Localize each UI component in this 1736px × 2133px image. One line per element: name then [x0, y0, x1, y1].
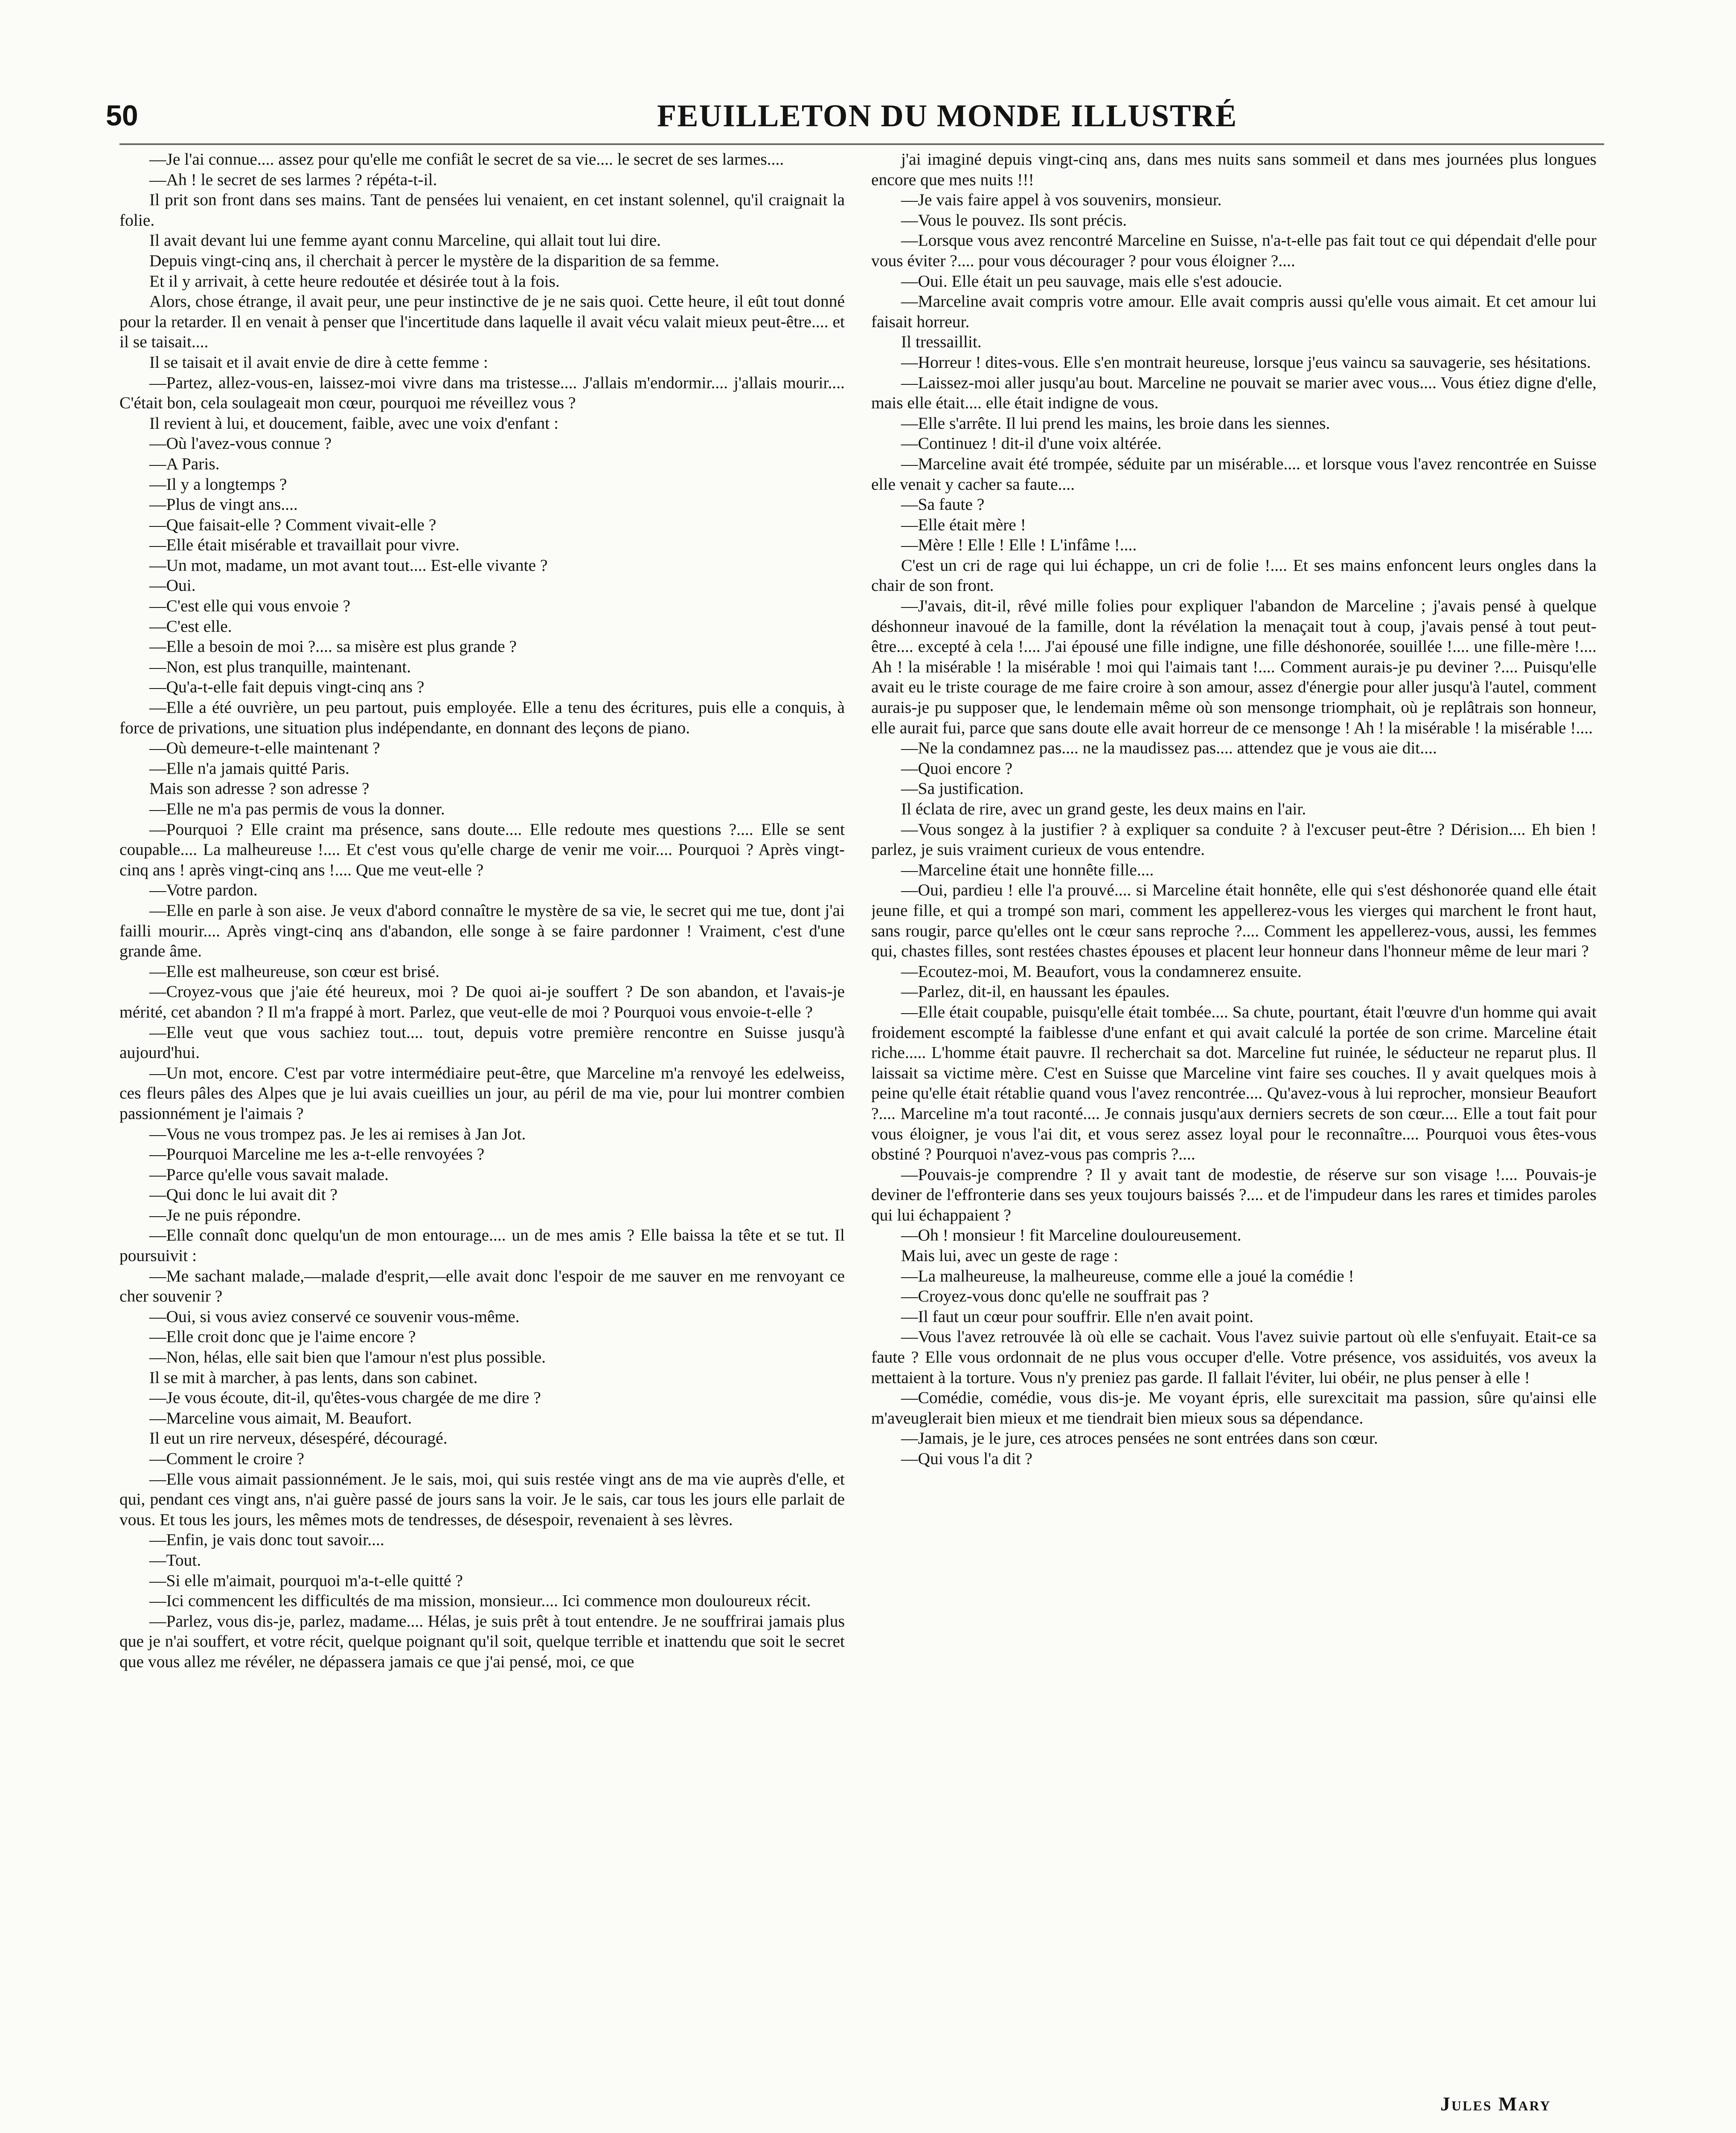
paragraph: —Ne la condamnez pas.... ne la maudissez pas.... attendez que je vous aie dit.... — [901, 738, 1437, 758]
paragraph: —Ecoutez-moi, M. Beaufort, vous la condamnerez ensuite. — [901, 962, 1302, 981]
paragraph: —Comment le croire ? — [149, 1449, 305, 1468]
paragraph: —J'avais, dit-il, rêvé mille folies pour expliquer l'abandon de Marceline ; j'avais pensé à quelque déshonneur inavoué de la famille, dont la révélation la menaçait tout à coup, j'avais pensé à tout peut-être.... excepté à cela !.... J'ai épousé une fille indigne, une fille déshonorée, souillée !.... une fille-mère !.... Ah ! la misérable ! la misérable ! moi qui l'aimais tant !.... Comment aurais-je pu deviner ?.... Puisqu'elle avait eu le triste courage de me faire croire à son amour, assez d'énergie pour aller jusqu'à l'autel, comment aurais-je pu supposer que, le lendemain même où son mensonge triomphait, où je replâtrais son honneur, elle aurait fui, parce que sans doute elle avait horreur de ce mensonge ! Ah ! la misérable ! la misérable !.... — [871, 596, 1596, 737]
paragraph: —Elle a été ouvrière, un peu partout, puis employée. Elle a tenu des écritures, puis elle a conquis, à force de privations, une situation plus indépendante, en donnant des leçons de piano. — [119, 698, 845, 737]
paragraph: C'est un cri de rage qui lui échappe, un cri de folie !.... Et ses mains enfoncent leurs ongles dans la chair de son front. — [871, 555, 1596, 595]
paragraph: Il avait devant lui une femme ayant connu Marceline, qui allait tout lui dire. — [149, 231, 661, 250]
paragraph: —Elle a besoin de moi ?.... sa misère est plus grande ? — [149, 637, 517, 656]
paragraph: —Il y a longtemps ? — [149, 474, 287, 494]
paragraph: —Elle s'arrête. Il lui prend les mains, les broie dans les siennes. — [901, 413, 1330, 433]
paragraph: —Non, hélas, elle sait bien que l'amour n'est plus possible. — [149, 1348, 546, 1367]
paragraph: —Pouvais-je comprendre ? Il y avait tant de modestie, de réserve sur son visage !.... Pouvais-je deviner de l'effronterie dans ses yeux toujours baissés ?.... et de l'impudeur dans les rares et timides paroles qui lui échappaient ? — [871, 1165, 1596, 1224]
paragraph: —Marceline vous aimait, M. Beaufort. — [149, 1408, 412, 1427]
paragraph: —Sa faute ? — [901, 495, 985, 514]
paragraph: Il prit son front dans ses mains. Tant de pensées lui venaient, en cet instant solennel, qu'il craignait la folie. — [119, 190, 845, 230]
paragraph: Il se taisait et il avait envie de dire à cette femme : — [149, 352, 489, 372]
paragraph: —Un mot, madame, un mot avant tout.... Est-elle vivante ? — [149, 555, 548, 575]
running-title: FEUILLETON DU MONDE ILLUSTRÉ — [657, 99, 1238, 134]
paragraph: —Elle était mère ! — [901, 515, 1026, 534]
paragraph: Il se mit à marcher, à pas lents, dans son cabinet. — [149, 1368, 478, 1387]
paragraph: Mais son adresse ? son adresse ? — [149, 779, 369, 798]
paragraph: —Pourquoi Marceline me les a-t-elle renvoyées ? — [149, 1145, 485, 1164]
paragraph: —Lorsque vous avez rencontré Marceline en Suisse, n'a-t-elle pas fait tout ce qui dépendait d'elle pour vous éviter ?.... pour vous décourager ? pour vous éloigner ?.... — [871, 231, 1596, 270]
paragraph: —Laissez-moi aller jusqu'au bout. Marceline ne pouvait se marier avec vous.... Vous étiez digne d'elle, mais elle était.... elle était indigne de vous. — [871, 373, 1596, 413]
paragraph: —Oui. Elle était un peu sauvage, mais elle s'est adoucie. — [901, 271, 1282, 291]
paragraph: —Il faut un cœur pour souffrir. Elle n'en avait point. — [901, 1307, 1253, 1326]
paragraph: —Parlez, dit-il, en haussant les épaules. — [901, 982, 1170, 1001]
paragraph: —Elle est malheureuse, son cœur est brisé. — [149, 962, 440, 981]
paragraph: —Je l'ai connue.... assez pour qu'elle me confiât le secret de sa vie.... le secret de ses larmes.... — [149, 150, 784, 169]
paragraph: —Vous le pouvez. Ils sont précis. — [901, 210, 1127, 230]
paragraph: —Oh ! monsieur ! fit Marceline douloureusement. — [901, 1226, 1242, 1245]
paragraph: —Comédie, comédie, vous dis-je. Me voyant épris, elle surexcitait ma passion, sûre qu'ainsi elle m'aveuglerait bien mieux et me tiendrait bien mieux sous sa dépendance. — [871, 1388, 1596, 1427]
paragraph: —Parlez, vous dis-je, parlez, madame.... Hélas, je suis prêt à tout entendre. Je ne souffrirai jamais plus que je n'ai souffert, et votre récit, quelque poignant qu'il soit, quelque terrible et inattendu que soit le secret que vous allez me révéler, ne dépassera jamais ce que j'ai pensé, moi, ce que — [119, 1611, 845, 1671]
paragraph: —Votre pardon. — [149, 881, 258, 900]
paragraph: —Où demeure-t-elle maintenant ? — [149, 738, 380, 758]
paragraph: —Parce qu'elle vous savait malade. — [149, 1165, 389, 1184]
paragraph: —Mère ! Elle ! Elle ! L'infâme !.... — [901, 535, 1137, 555]
paragraph: —Horreur ! dites-vous. Elle s'en montrait heureuse, lorsque j'eus vaincu sa sauvagerie, ses hésitations. — [901, 352, 1591, 372]
paragraph: —Oui, si vous aviez conservé ce souvenir vous-même. — [149, 1307, 520, 1326]
paragraph: —Tout. — [149, 1550, 201, 1569]
paragraph: —Elle ne m'a pas permis de vous la donner. — [149, 799, 445, 818]
paragraph: —Continuez ! dit-il d'une voix altérée. — [901, 434, 1162, 453]
right-column — [871, 149, 1596, 2069]
paragraph: —Vous l'avez retrouvée là où elle se cachait. Vous l'avez suivie partout où elle s'enfuyait. Etait-ce sa faute ? Elle vous ordonnait de ne plus vous occuper d'elle. Votre présence, vos assiduités, vos aveux la mettaient à la torture. Vous n'y preniez pas garde. Il fallait l'éviter, lui obéir, ne plus penser à elle ! — [871, 1327, 1596, 1387]
paragraph: —Qui vous l'a dit ? — [901, 1449, 1032, 1468]
paragraph: —Elle vous aimait passionnément. Je le sais, moi, qui suis restée vingt ans de ma vie auprès d'elle, et qui, pendant ces vingt ans, n'ai guère passé de jours sans la voir. Je le sais, car tous les jours elle parlait de vous. Et tous les jours, les mêmes mots de tendresses, de désespoir, revenaient à ses lèvres. — [119, 1469, 845, 1529]
paragraph: —Pourquoi ? Elle craint ma présence, sans doute.... Elle redoute mes questions ?.... Elle se sent coupable.... La malheureuse !.... Et c'est vous qu'elle charge de venir me voir.... Pourquoi ? Après vingt-cinq ans ! après vingt-cinq ans !.... Que me veut-elle ? — [119, 819, 845, 879]
paragraph: —Vous songez à la justifier ? à expliquer sa conduite ? à l'excuser peut-être ? Dérision.... Eh bien ! parlez, je suis vraiment curieux de vous entendre. — [871, 819, 1596, 859]
paragraph: —Oui. — [149, 576, 196, 595]
paragraph: —Que faisait-elle ? Comment vivait-elle ? — [149, 515, 436, 534]
paragraph: Il eut un rire nerveux, désespéré, découragé. — [149, 1429, 448, 1448]
paragraph: —Vous ne vous trompez pas. Je les ai remises à Jan Jot. — [149, 1124, 526, 1143]
paragraph: j'ai imaginé depuis vingt-cinq ans, dans mes nuits sans sommeil et dans mes journées plus longues encore que mes nuits !!! — [871, 150, 1596, 189]
paragraph: Et il y arrivait, à cette heure redoutée et désirée tout à la fois. — [149, 271, 560, 291]
paragraph: —Elle était coupable, puisqu'elle était tombée.... Sa chute, pourtant, était l'œuvre d'un homme qui avait froidement escompté la faiblesse d'une enfant et qui avait calculé la portée de son crime. Marceline était riche..... L'homme était pauvre. Il recherchait sa dot. Marceline fut ruinée, le séducteur ne reparut plus. Il laissait sa victime mère. C'est en Suisse que Marceline vint faire ses couches. Il y avait quelques mois à peine qu'elle était rétablie quand vous l'avez rencontrée.... Qu'avez-vous à lui reprocher, monsieur Beaufort ?.... Marceline m'a tout raconté.... Je connais jusqu'aux derniers secrets de son cœur.... Elle a tout fait pour vous éloigner, je vous l'ai dit, et vous serez assez loyal pour le reconnaître.... Pourquoi vous êtes-vous obstiné ? Pourquoi n'avez-vous pas compris ?.... — [871, 1002, 1596, 1164]
paragraph: —Je ne puis répondre. — [149, 1205, 301, 1224]
paragraph: —Croyez-vous que j'aie été heureux, moi ? De quoi ai-je souffert ? De son abandon, et l'avais-je mérité, cet abandon ? Il m'a frappé à mort. Parlez, que veut-elle de moi ? Pourquoi vous envoie-t-elle ? — [119, 982, 845, 1021]
left-column — [119, 149, 845, 2133]
paragraph: —Sa justification. — [901, 779, 1024, 798]
paragraph: —Non, est plus tranquille, maintenant. — [149, 657, 411, 676]
paragraph: Il revient à lui, et doucement, faible, avec une voix d'enfant : — [149, 413, 559, 433]
paragraph: —Un mot, encore. C'est par votre intermédiaire peut-être, que Marceline m'a renvoyé les edelweiss, ces fleurs pâles des Alpes que je lui avais cueillies un jour, au péril de ma vie, pour lui montrer combien passionnément je l'aimais ? — [119, 1063, 845, 1123]
paragraph: —Croyez-vous donc qu'elle ne souffrait pas ? — [901, 1287, 1209, 1306]
paragraph: —Elle croit donc que je l'aime encore ? — [149, 1327, 416, 1346]
paragraph: —Oui, pardieu ! elle l'a prouvé.... si Marceline était honnête, elle qui s'est déshonorée quand elle était jeune fille, et qui a trompé son mari, comment les appellerez-vous les vierges qui marchent le front haut, sans rougir, parce qu'elles ont le cœur sans reproche ?.... Comment les appellerez-vous, aussi, les femmes qui, chastes filles, sont restées chastes épouses et placent leur honneur dans l'honneur même de leur mari ? — [871, 881, 1596, 961]
paragraph: —Me sachant malade,—malade d'esprit,—elle avait donc l'espoir de me sauver en me renvoyant ce cher souvenir ? — [119, 1266, 845, 1306]
paragraph: Mais lui, avec un geste de rage : — [901, 1246, 1118, 1265]
paragraph: —Ici commencent les difficultés de ma mission, monsieur.... Ici commence mon douloureux récit. — [149, 1591, 811, 1610]
paragraph: Depuis vingt-cinq ans, il cherchait à percer le mystère de la disparition de sa femme. — [149, 251, 719, 270]
paragraph: —C'est elle qui vous envoie ? — [149, 596, 351, 616]
paragraph: —Qu'a-t-elle fait depuis vingt-cinq ans ? — [149, 677, 425, 697]
paragraph: —A Paris. — [149, 454, 220, 473]
paragraph: —Plus de vingt ans.... — [149, 495, 298, 514]
paragraph: —Elle veut que vous sachiez tout.... tout, depuis votre première rencontre en Suisse jusqu'à aujourd'hui. — [119, 1023, 845, 1062]
paragraph: —Marceline avait été trompée, séduite par un misérable.... et lorsque vous l'avez rencontrée en Suisse elle venait y cacher sa faute.... — [871, 454, 1596, 494]
paragraph: —Si elle m'aimait, pourquoi m'a-t-elle quitté ? — [149, 1571, 463, 1590]
paragraph: —Marceline avait compris votre amour. Elle avait compris aussi qu'elle vous aimait. Et cet amour lui faisait horreur. — [871, 292, 1596, 331]
paragraph: Il tressaillit. — [901, 332, 982, 352]
paragraph: —Marceline était une honnête fille.... — [901, 860, 1154, 879]
paragraph: —Jamais, je le jure, ces atroces pensées ne sont entrées dans son cœur. — [901, 1429, 1378, 1448]
paragraph: —Ah ! le secret de ses larmes ? répéta-t-il. — [149, 170, 437, 189]
paragraph: —Quoi encore ? — [901, 758, 1013, 778]
paragraph: Il éclata de rire, avec un grand geste, les deux mains en l'air. — [901, 799, 1306, 818]
paragraph: —Où l'avez-vous connue ? — [149, 434, 332, 453]
header-rule — [119, 143, 1604, 145]
page-number: 50 — [106, 99, 138, 132]
paragraph: —Elle connaît donc quelqu'un de mon entourage.... un de mes amis ? Elle baissa la tête et se tut. Il poursuivit : — [119, 1226, 845, 1265]
paragraph: —Je vais faire appel à vos souvenirs, monsieur. — [901, 190, 1222, 209]
paragraph: —Elle était misérable et travaillait pour vivre. — [149, 535, 460, 555]
paragraph: —Elle n'a jamais quitté Paris. — [149, 758, 349, 778]
paragraph: —Elle en parle à son aise. Je veux d'abord connaître le mystère de sa vie, le secret qui me tue, dont j'ai failli mourir.... Après vingt-cinq ans d'abandon, elle songe à se faire pardonner ! Vraiment, c'est d'une grande âme. — [119, 901, 845, 961]
paragraph: —C'est elle. — [149, 616, 232, 636]
paragraph: —Enfin, je vais donc tout savoir.... — [149, 1530, 384, 1549]
paragraph: —Je vous écoute, dit-il, qu'êtes-vous chargée de me dire ? — [149, 1388, 541, 1407]
paragraph: —Qui donc le lui avait dit ? — [149, 1185, 337, 1204]
paragraph: —La malheureuse, la malheureuse, comme elle a joué la comédie ! — [901, 1266, 1354, 1285]
paragraph: Alors, chose étrange, il avait peur, une peur instinctive de je ne sais quoi. Cette heure, il eût tout donné pour la retarder. Il en venait à penser que l'incertitude dans laquelle il avait vécu valait mieux peut-être.... et il se taisait.... — [119, 292, 845, 352]
paragraph: —Partez, allez-vous-en, laissez-moi vivre dans ma tristesse.... J'allais m'endormir.... j'allais mourir.... C'était bon, cela soulageait mon cœur, pourquoi me réveillez vous ? — [119, 373, 845, 413]
author-signature: Jules Mary — [1440, 2093, 1551, 2115]
